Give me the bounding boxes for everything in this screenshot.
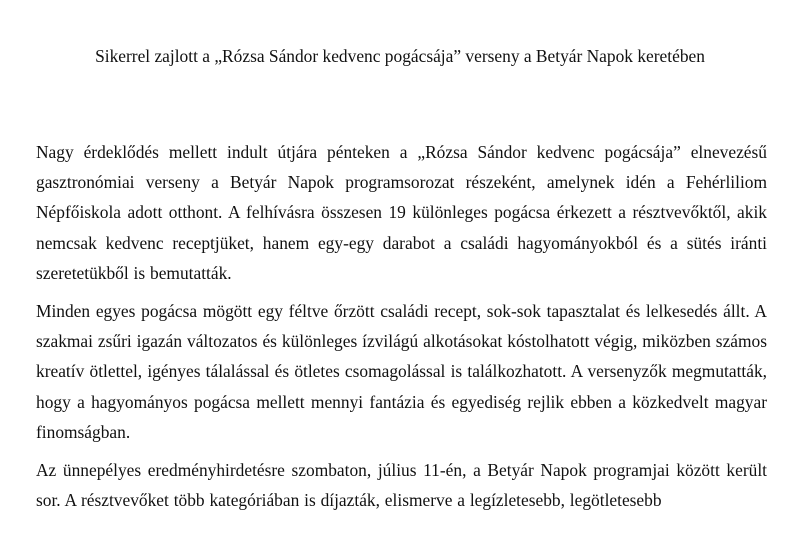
article-paragraph-2: Minden egyes pogácsa mögött egy féltve őrzött családi recept, sok-sok tapasztalat és lelkesedés állt. A szakmai zsűri igazán változatos és különleges ízvilágú alkotásokat kóstolhatott végig, miközben számos kreatív ötlettel, igényes tálalással és ötletes csomagolással is találkozhatott. A versenyzők megmutatták, hogy a hagyományos pogácsa mellett mennyi fantázia és egyediség rejlik ebben a közkedvelt magyar finomságban. bbox=[36, 301, 767, 442]
article-body bbox=[36, 137, 767, 523]
article-paragraph-1: Nagy érdeklődés mellett indult útjára pénteken a „Rózsa Sándor kedvenc pogácsája” elnevezésű gasztronómiai verseny a Betyár Napok programsorozat részeként, amelynek idén a Fehérliliom Népfőiskola adott otthont. A felhívásra összesen 19 különleges pogácsa érkezett a résztvevőktől, akik nemcsak kedvenc receptjüket, hanem egy-egy darabot a családi hagyományokból és a sütés iránti szeretetükből is bemutatták. bbox=[36, 142, 767, 283]
article-title: Sikerrel zajlott a „Rózsa Sándor kedvenc pogácsája” verseny a Betyár Napok keretében bbox=[95, 46, 705, 66]
article-paragraph-3: Az ünnepélyes eredményhirdetésre szombaton, július 11-én, a Betyár Napok programjai között került sor. A résztvevőket több kategóriában is díjazták, elismerve a legízletesebb, legötletesebb bbox=[36, 460, 767, 511]
